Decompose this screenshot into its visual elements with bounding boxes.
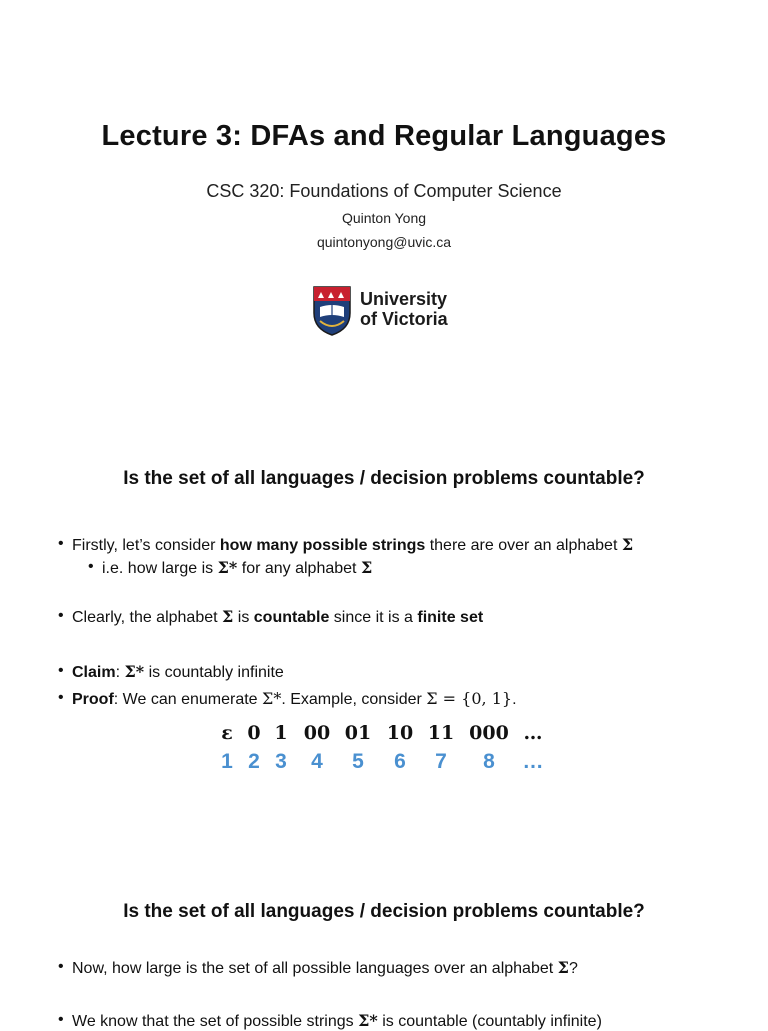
text: i.e. how large is: [102, 560, 218, 577]
sigma-star-symbol: Σ*: [217, 558, 238, 577]
emphasis: countable: [253, 609, 330, 626]
university-logo: [312, 285, 472, 337]
sigma-symbol: Σ: [222, 607, 234, 626]
bullet-strings: [58, 535, 633, 555]
string-item: …: [523, 722, 543, 744]
sigma-star-symbol: Σ*: [124, 662, 145, 681]
emphasis: finite set: [417, 609, 484, 626]
logo-line-1: University: [360, 289, 448, 309]
bullet-alphabet-countable: [58, 607, 483, 627]
index-item: 4: [311, 750, 323, 773]
text: since it is a: [329, 609, 418, 626]
string-item: 1: [274, 722, 288, 744]
emphasis: how many possible strings: [219, 537, 426, 554]
sigma-symbol: Σ: [360, 558, 373, 577]
logo-line-2: of Victoria: [360, 309, 448, 329]
text: is: [233, 609, 254, 626]
author-name: Quinton Yong: [341, 210, 427, 226]
bullet-claim: • Claim: Σ* is countably infinite: [58, 662, 284, 682]
index-item: 1: [221, 750, 233, 773]
index-item: 2: [248, 750, 260, 773]
index-item: 5: [352, 750, 364, 773]
sigma-star-symbol: Σ*: [262, 689, 282, 708]
uvic-crest-icon: [312, 285, 352, 337]
text: is countably infinite: [144, 664, 284, 681]
author-email: quintonyong@uvic.ca: [316, 234, 452, 250]
text: for any alphabet: [237, 560, 361, 577]
string-item: ε: [221, 722, 233, 744]
string-item: 11: [427, 722, 455, 744]
index-item: 6: [394, 750, 406, 773]
string-item: 000: [469, 722, 509, 744]
text: Now, how large is the set of all possible languages over an alphabet: [72, 960, 558, 977]
text: Clearly, the alphabet: [72, 609, 223, 626]
sigma-star-symbol: Σ*: [358, 1011, 378, 1030]
lecture-title: Lecture 3: DFAs and Regular Languages: [101, 120, 667, 152]
string-item: 00: [303, 722, 331, 744]
string-item: 0: [247, 722, 261, 744]
text: there are over an alphabet: [425, 537, 622, 554]
text: .: [512, 691, 517, 708]
sigma-symbol: Σ: [621, 535, 634, 554]
text: is countable (countably infinite): [377, 1013, 602, 1030]
bullet-strings-countable: [58, 1011, 602, 1031]
slide2-heading: Is the set of all languages / decision problems countable?: [123, 468, 645, 489]
proof-label: Proof: [72, 691, 114, 708]
sub-bullet-size: [88, 558, 372, 578]
bullet-languages-size: [58, 958, 578, 978]
text: . Example, consider: [281, 691, 427, 708]
text: ?: [568, 960, 578, 977]
index-item: …: [522, 750, 544, 773]
index-item: 7: [435, 750, 447, 773]
index-item: 8: [483, 750, 495, 773]
course-name: CSC 320: Foundations of Computer Science: [206, 181, 562, 201]
index-item: 3: [275, 750, 287, 773]
claim-label: Claim: [72, 664, 116, 681]
text: We know that the set of possible strings: [72, 1013, 359, 1030]
logo-wordmark: [360, 289, 448, 329]
text: : We can enumerate: [113, 691, 263, 708]
string-item: 10: [386, 722, 414, 744]
bullet-proof: [58, 689, 517, 709]
text: Firstly, let’s consider: [72, 537, 220, 554]
sigma-symbol: Σ: [557, 958, 569, 977]
string-item: 01: [344, 722, 372, 744]
set-expression: Σ = {0, 1}: [426, 689, 513, 708]
slide3-heading: Is the set of all languages / decision problems countable?: [123, 901, 645, 922]
